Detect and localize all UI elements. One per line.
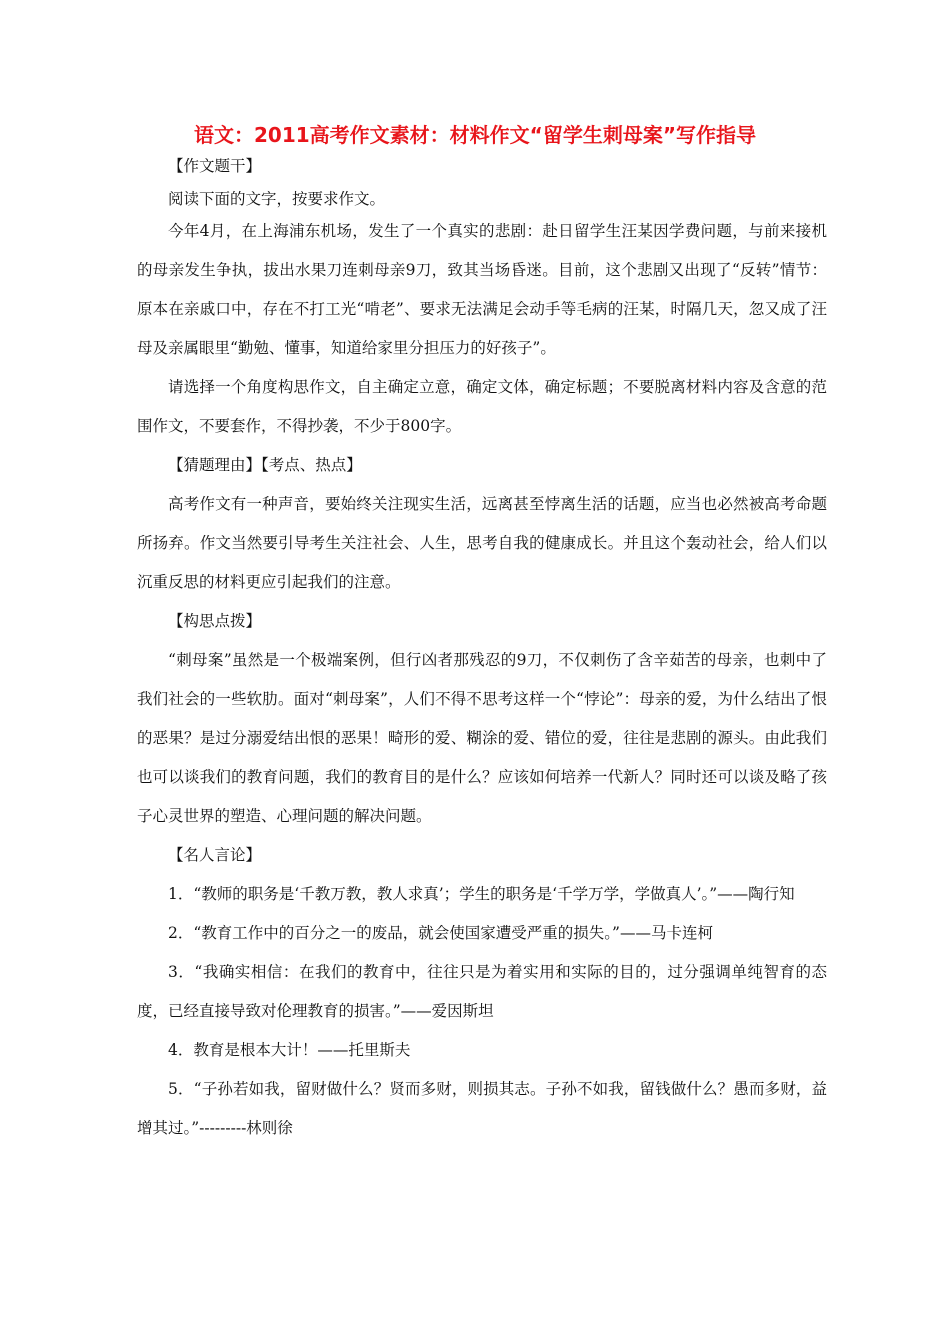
quotes-heading: 【名人言论】	[168, 846, 262, 864]
reason-heading: 【猜题理由】【考点、热点】	[168, 456, 362, 474]
idea-heading: 【构思点拨】	[168, 612, 262, 630]
quote-item: 4．教育是根本大计！——托里斯夫	[168, 1041, 411, 1059]
prompt-intro: 阅读下面的文字，按要求作文。	[168, 190, 386, 208]
document-body	[137, 150, 827, 1148]
prompt-requirement: 请选择一个角度构思作文，自主确定立意，确定文体，确定标题；不要脱离材料内容及含意的范围作文，不要套作，不得抄袭，不少于800字。	[137, 378, 827, 435]
reason-text: 高考作文有一种声音，要始终关注现实生活，远离甚至悖离生活的话题，应当也必然被高考命题所扬弃。作文当然要引导考生关注社会、人生，思考自我的健康成长。并且这个轰动社会，给人们以沉重反思的材料更应引起我们的注意。	[137, 495, 827, 591]
prompt-story: 今年4月，在上海浦东机场，发生了一个真实的悲剧：赴日留学生汪某因学费问题，与前来接机的母亲发生争执，拔出水果刀连刺母亲9刀，致其当场昏迷。目前，这个悲剧又出现了“反转”情节：原本在亲戚口中，存在不打工光“啃老”、要求无法满足会动手等毛病的汪某，时隔几天，忽又成了汪母及亲属眼里“勤勉、懂事，知道给家里分担压力的好孩子”。	[137, 222, 827, 357]
quote-item: 2．“教育工作中的百分之一的废品，就会使国家遭受严重的损失。”——马卡连柯	[168, 924, 713, 942]
document-title: 语文：2011高考作文素材：材料作文“留学生刺母案”写作指导	[194, 123, 756, 147]
quote-item: 5．“子孙若如我，留财做什么？贤而多财，则损其志。子孙不如我，留钱做什么？愚而多财，益增其过。”---------林则徐	[137, 1080, 827, 1137]
quote-item: 1．“教师的职务是‘千教万教，教人求真’；学生的职务是‘千学万学，学做真人’。”——陶行知	[168, 885, 795, 903]
prompt-heading: 【作文题干】	[168, 157, 262, 175]
idea-text: “刺母案”虽然是一个极端案例，但行凶者那残忍的9刀，不仅刺伤了含辛茹苦的母亲，也刺中了我们社会的一些软肋。面对“刺母案”，人们不得不思考这样一个“悖论”：母亲的爱，为什么结出了恨的恶果？是过分溺爱结出恨的恶果！畸形的爱、糊涂的爱、错位的爱，往往是悲剧的源头。由此我们也可以谈我们的教育问题，我们的教育目的是什么？应该如何培养一代新人？同时还可以谈及略了孩子心灵世界的塑造、心理问题的解决问题。	[137, 651, 827, 825]
quote-item: 3．“我确实相信：在我们的教育中，往往只是为着实用和实际的目的，过分强调单纯智育的态度，已经直接导致对伦理教育的损害。”——爱因斯坦	[137, 963, 827, 1020]
